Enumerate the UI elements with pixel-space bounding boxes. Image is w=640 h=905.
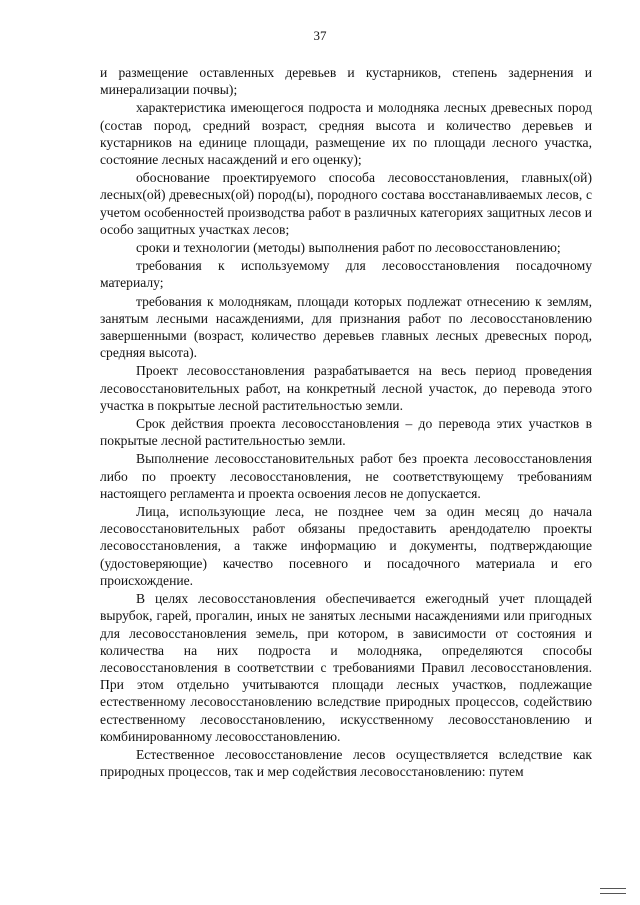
paragraph-terms-technologies: сроки и технологии (методы) выполнения работ по лесовосстановлению; (136, 240, 561, 256)
paragraph-young-growth-requirements: требования к молоднякам, площади которых подлежат отнесению к землям, занятым лесными насаждениями, для признания работ по лесовосстановлению завершенными (возраст, количество деревьев главных лесных древесных пород, средняя высота). (100, 293, 592, 361)
paragraph-project-validity: Срок действия проекта лесовосстановления – до перевода этих участков в покрытые лесной растительностью земли. (100, 416, 592, 449)
paragraph-forest-users-obligations: Лица, использующие леса, не позднее чем за один месяц до начала лесовосстановительных работ обязаны предоставить арендодателю проекты лесовосстановления, а также информацию и документы, подтверждающие (удостоверяющие) качество посевного и посадочного материала и его происхождение. (100, 504, 592, 588)
paragraph-natural-reforestation: Естественное лесовосстановление лесов осуществляется вследствие как природных процессов, так и мер содействия лесовосстановлению: путем (100, 746, 592, 780)
paragraph-planting-material-requirements: требования к используемому для лесовосстановления посадочному материалу; (100, 258, 592, 291)
paragraph-annual-accounting: В целях лесовосстановления обеспечивается ежегодный учет площадей вырубок, гарей, прогалин, иных не занятых лесными насаждениями или пригодных для лесовосстановления земель, при котором, в зависимости от состояния и количества на них подроста и молодняка, определяются способы лесовосстановления в соответствии с требованиями Правил лесовосстановления. При этом отдельно учитываются площади лесных участков, подлежащие естественному лесовосстановлению вследствие природных процессов, содействию естественному лесовосстановлению, искусственному лесовосстановлению и комбинированному лесовосстановлению. (100, 591, 592, 744)
paragraph-method-justification: обоснование проектируемого способа лесовосстановления, главных(ой) лесных(ой) древесных(ой) пород(ы), породного состава восстанавливаемых лесов, с учетом особенностей производства работ в различных категориях защитных лесов и особо защитных участках лесов; (100, 170, 592, 237)
page-number: 37 (313, 28, 327, 43)
document-body (100, 64, 592, 781)
paragraph-undergrowth-characteristics: характеристика имеющегося подроста и молодняка лесных древесных пород (состав пород, средний возраст, средняя высота и количество деревьев и кустарников на единице площади, размещение их по площади лесного участка, состояние лесных насаждений и его оценку); (100, 100, 592, 168)
page-edge-mark (600, 893, 626, 894)
page-edge-mark (600, 888, 626, 889)
paragraph-no-project-prohibited: Выполнение лесовосстановительных работ без проекта лесовосстановления либо по проекту лесовосстановления, не соответствующему требованиям настоящего регламента и проекта освоения лесов не допускается. (100, 451, 592, 501)
paragraph-project-development: Проект лесовосстановления разрабатывается на весь период проведения лесовосстановительных работ, на конкретный лесной участок, до перевода этого участка в покрытые лесной растительностью земли. (100, 363, 592, 413)
paragraph-soil-mineralization: и размещение оставленных деревьев и кустарников, степень задернения и минерализации почвы); (100, 65, 592, 98)
